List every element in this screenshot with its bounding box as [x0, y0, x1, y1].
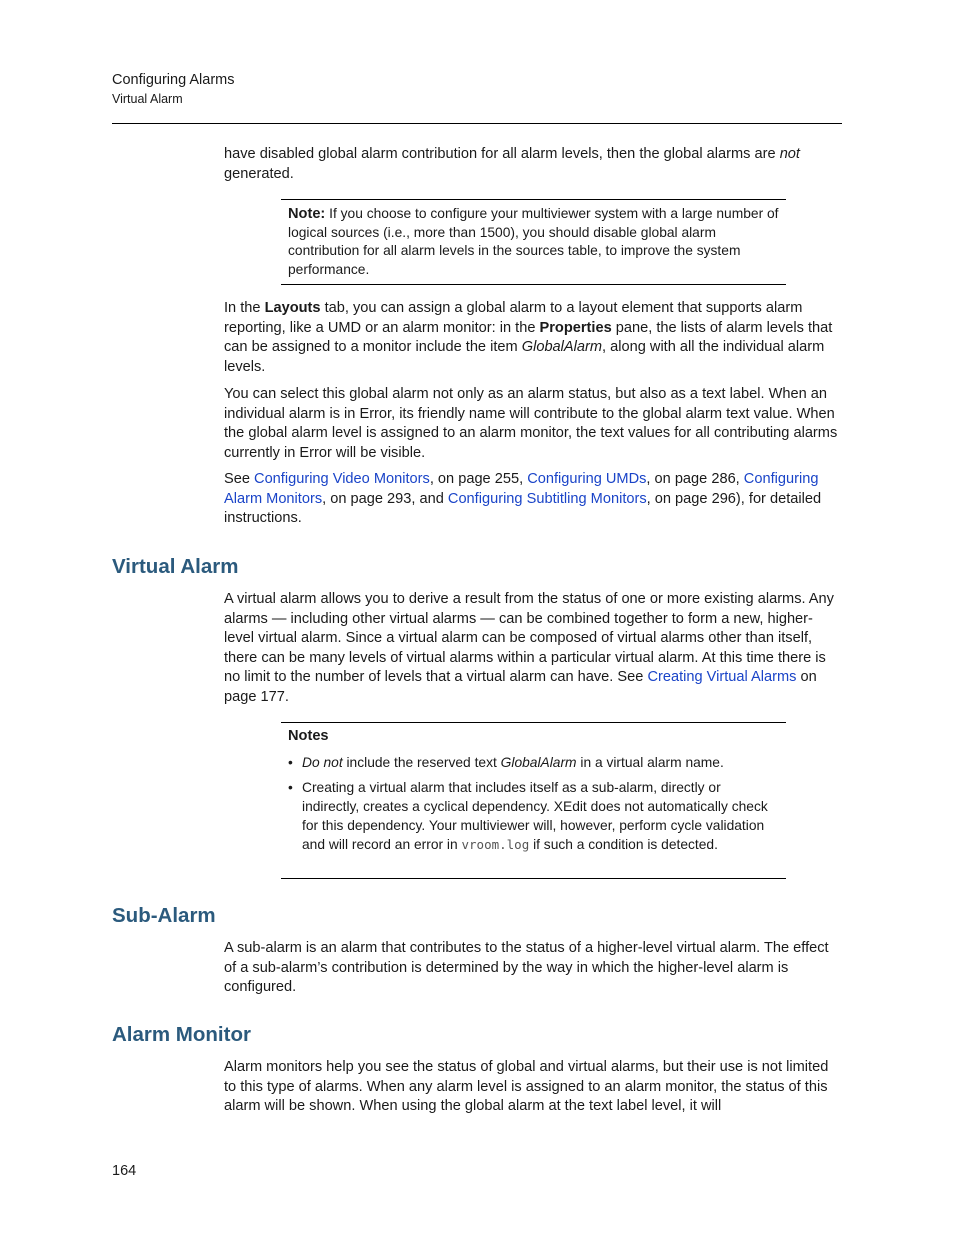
see-also-paragraph: See Configuring Video Monitors, on page 255, Configuring UMDs, on page 286, Configuring Alarm Monitors, on page 293, and Configuring Subtitling Monitors, on page 296), for detailed instructions. [224, 471, 822, 526]
link-configuring-alarm-monitors[interactable]: Configuring Alarm Monitors [224, 471, 819, 507]
heading-virtual-alarm: Virtual Alarm [112, 555, 239, 578]
bullet-icon: • [288, 780, 293, 796]
link-configuring-video-monitors[interactable]: Configuring Video Monitors [254, 471, 430, 487]
text-label-paragraph: You can select this global alarm not only as an alarm status, but also as a text label. When an individual alarm is in Error, its friendly name will contribute to the global alarm text value. When the global alarm level is assigned to an alarm monitor, the text values for all contributing alarms currently in Error will be visible. [224, 386, 838, 461]
heading-alarm-monitor: Alarm Monitor [112, 1023, 251, 1046]
page-number: 164 [112, 1163, 137, 1179]
link-creating-virtual-alarms[interactable]: Creating Virtual Alarms [647, 669, 797, 685]
intro-paragraph: have disabled global alarm contribution for all alarm levels, then the global alarms are not generated. [224, 146, 800, 182]
notes-title: Notes [288, 728, 329, 744]
notes-list-item: • Do not include the reserved text GlobalAlarm in a virtual alarm name. [288, 754, 779, 773]
note-text: If you choose to configure your multiviewer system with a large number of logical sources (i.e., more than 1500), you should disable global alarm contribution for all alarm levels in the sources table, to improve the system performance. [288, 206, 779, 278]
bullet-icon: • [288, 754, 293, 770]
link-configuring-umds[interactable]: Configuring UMDs [527, 471, 647, 487]
layouts-paragraph: In the Layouts tab, you can assign a global alarm to a layout element that supports alarm reporting, like a UMD or an alarm monitor: in the Properties pane, the lists of alarm levels that can be assigned to a monitor include the item GlobalAlarm, along with all the individual alarm levels. [224, 300, 833, 375]
header-rule [112, 123, 842, 124]
link-configuring-subtitling-monitors[interactable]: Configuring Subtitling Monitors [447, 490, 647, 507]
running-header-section: Virtual Alarm [112, 92, 183, 106]
alarm-monitor-paragraph: Alarm monitors help you see the status of global and virtual alarms, but their use is not limited to this type of alarms. When any alarm level is assigned to an alarm monitor, the status of this alarm will be shown. When using the global alarm at the text label level, it will [224, 1059, 829, 1114]
note-label: Note: [288, 206, 326, 222]
running-header-chapter: Configuring Alarms [112, 72, 235, 88]
heading-sub-alarm: Sub-Alarm [112, 904, 216, 927]
notes-box [281, 722, 786, 879]
notes-list-item: • Creating a virtual alarm that includes itself as a sub-alarm, directly or indirectly, creates a cyclical dependency. XEdit does not automatically check for this dependency. Your multiviewer will, however, perform cycle validation and will record an error in vroom.log if such a condition is detected. [288, 780, 768, 852]
sub-alarm-paragraph: A sub-alarm is an alarm that contributes to the status of a higher-level virtual alarm. The effect of a sub-alarm’s contribution is determined by the way in which the higher-level alarm is configured. [224, 940, 829, 995]
log-filename: vroom.log [461, 836, 530, 852]
virtual-alarm-paragraph: A virtual alarm allows you to derive a result from the status of one or more existing alarms. Any alarms — including other virtual alarms — can be combined together to form a new, higher-level virtual alarm. Since a virtual alarm can be composed of virtual alarms other than itself, there can be many levels of virtual alarms within a particular virtual alarm. At this time there is no limit to the number of levels that a virtual alarm can have. See Creating Virtual Alarms on page 177. [224, 591, 834, 705]
note-box [281, 199, 786, 285]
